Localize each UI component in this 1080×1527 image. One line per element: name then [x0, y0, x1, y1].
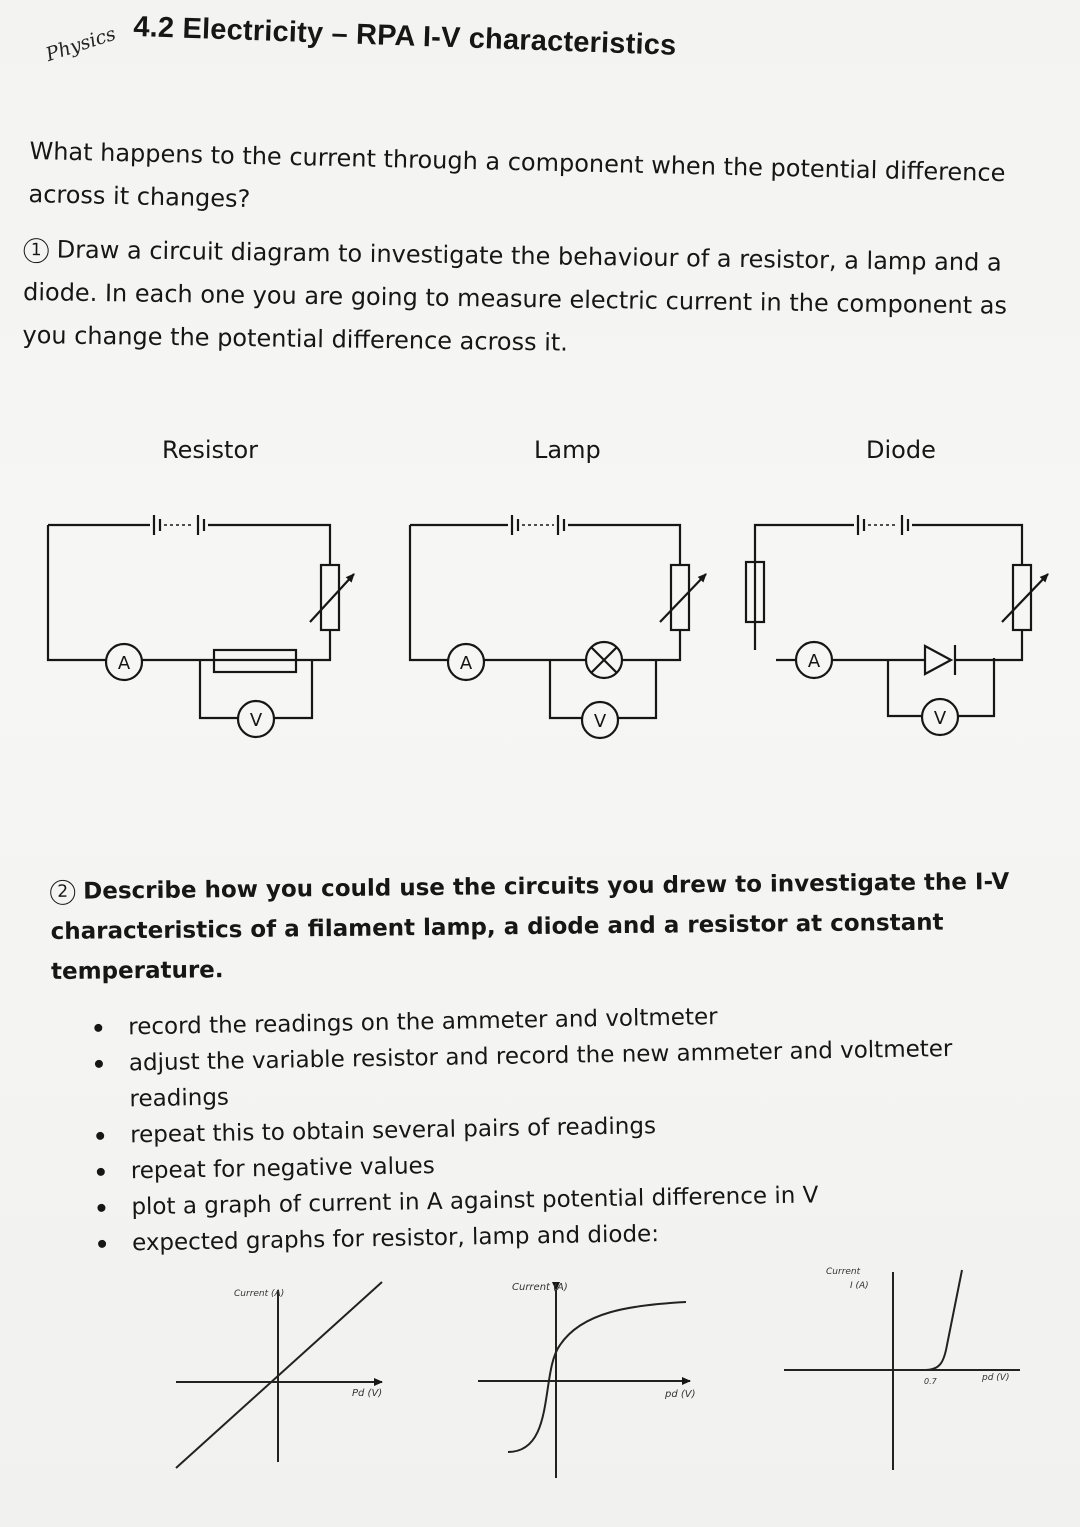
intro-question: What happens to the current through a component when the potential difference across it changes? [28, 136, 1006, 214]
battery-symbol [512, 515, 564, 535]
lamp-label: Lamp [534, 436, 601, 464]
ammeter-letter: A [807, 651, 821, 672]
diode-threshold-label: 0.7 [924, 1377, 937, 1386]
diode-circuit [746, 515, 1048, 735]
voltmeter-letter: V [593, 711, 607, 732]
question-2 [50, 862, 1041, 992]
diode-graph-y-unit: I (A) [850, 1281, 869, 1291]
resistor-graph-y-label: Current (A) [234, 1289, 285, 1299]
question-2-text: Describe how you could use the circuits you drew to investigate the I-V characteristics of a filament lamp, a diode and a resistor at constant temperature. [50, 868, 1010, 985]
diode-symbol [925, 645, 955, 675]
filament-lamp-symbol [586, 642, 622, 678]
ammeter-letter: A [459, 653, 473, 674]
lamp-graph-x-label: pd (V) [665, 1389, 696, 1400]
resistor-iv-graph [176, 1282, 382, 1468]
question-1-number: 1 [24, 238, 49, 263]
battery-symbol [154, 515, 204, 535]
diode-graph-x-label: pd (V) [982, 1373, 1010, 1383]
list-item: plot a graph of current in A against potential difference in V [93, 1174, 993, 1226]
lamp-graph-y-label: Current (A) [512, 1282, 568, 1293]
battery-symbol [858, 515, 908, 535]
list-item: adjust the variable resistor and record the new ammeter and voltmeter readings [91, 1030, 992, 1118]
question-2-number: 2 [50, 880, 75, 905]
diode-label: Diode [866, 436, 936, 464]
list-item: record the readings on the ammeter and voltmeter [90, 994, 990, 1046]
ammeter-letter: A [117, 653, 131, 674]
list-item: repeat this to obtain several pairs of readings [92, 1102, 992, 1154]
worksheet-title: 4.2 Electricity – RPA I-V characteristics [132, 10, 677, 62]
resistor-label: Resistor [162, 436, 258, 464]
variable-resistor-symbol [660, 565, 706, 630]
voltmeter-letter: V [933, 708, 947, 729]
list-item: repeat for negative values [93, 1138, 993, 1190]
variable-resistor-symbol [1002, 565, 1048, 630]
diode-iv-graph [784, 1267, 1020, 1470]
method-steps [90, 994, 994, 1262]
question-1-text: Draw a circuit diagram to investigate the behaviour of a resistor, a lamp and a diode. In each one you are going to measure electric current in the component as you change the potential difference across it. [22, 235, 1008, 357]
voltmeter-wiring [550, 660, 656, 718]
resistor-graph-x-label: Pd (V) [352, 1388, 383, 1399]
diode-iv-curve [893, 1270, 962, 1370]
subject-label: Physics [43, 22, 119, 66]
voltmeter-letter: V [249, 710, 263, 731]
resistor-circuit [48, 515, 354, 737]
variable-resistor-symbol [310, 565, 354, 630]
diode-graph-y-label: Current [826, 1267, 861, 1277]
list-item: expected graphs for resistor, lamp and diode: [94, 1210, 994, 1262]
lamp-circuit [410, 515, 706, 738]
lamp-iv-graph [478, 1282, 696, 1478]
lamp-iv-curve [508, 1302, 686, 1452]
